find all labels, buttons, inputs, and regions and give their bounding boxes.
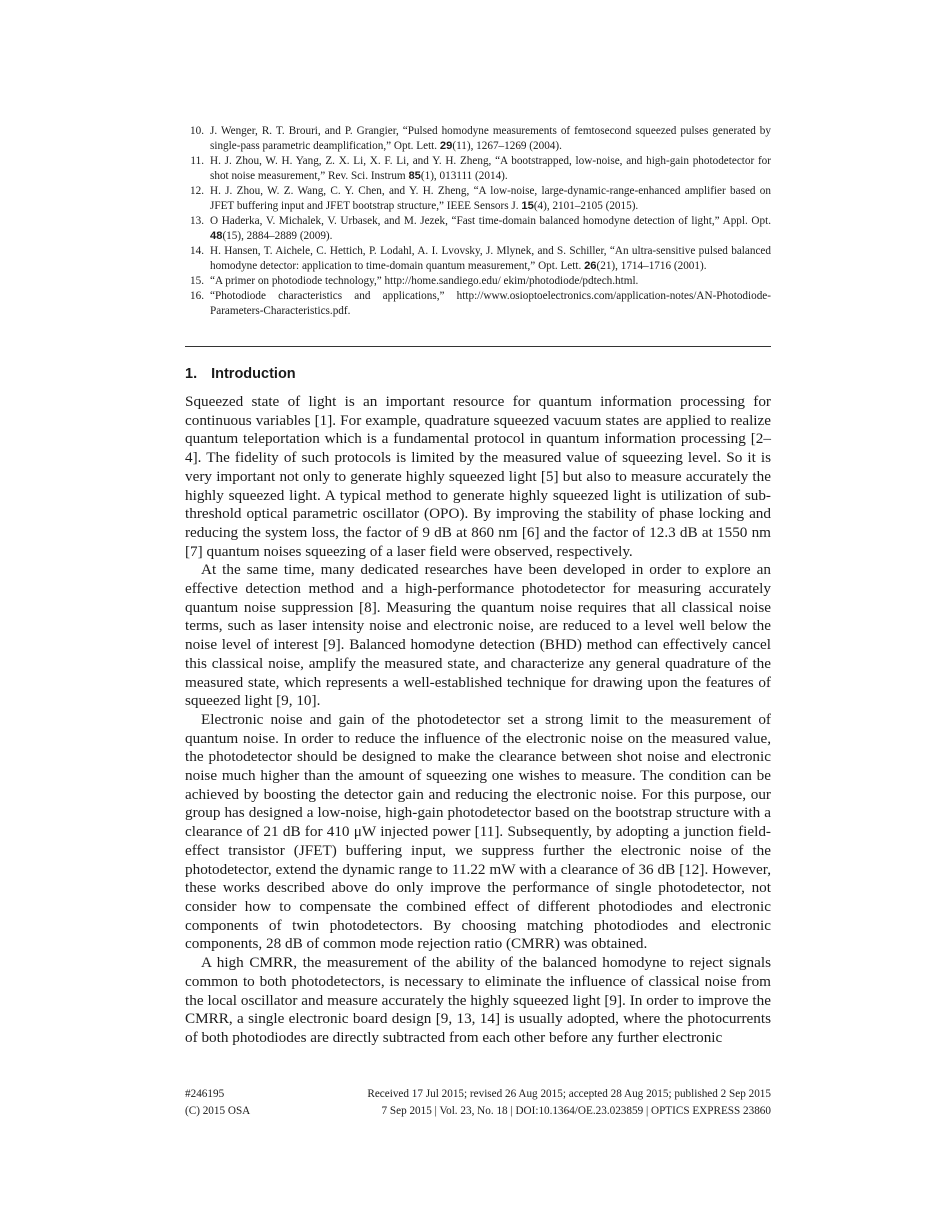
reference-text: H. J. Zhou, W. Z. Wang, C. Y. Chen, and Y. H. Zheng, “A low-noise, large-dynamic-range-enhanced amplifier based on JFET buffering input and JFET bootstrap structure,” IEEE Sensors J. 15(4), 2101–2105 (2015). (210, 185, 771, 212)
reference-item (185, 184, 771, 214)
body-text (185, 393, 771, 1048)
page-footer (185, 1086, 771, 1120)
paragraph: Squeezed state of light is an important resource for quantum information processing for continuous variables [1]. For example, quadrature squeezed vacuum states are applied to realize quantum teleportation which is a fundamental protocol in quantum information processing [2–4]. The fidelity of such protocols is limited by the measured value of squeezing level. So it is very important not only to generate highly squeezed light [5] but also to measure accurately the highly squeezed light. A typical method to generate highly squeezed light is utilization of sub-threshold optical parametric oscillator (OPO). By improving the stability of phase locking and reducing the system loss, the factor of 9 dB at 860 nm [6] and the factor of 12.3 dB at 1550 nm [7] quantum noises squeezing of a laser field were observed, respectively. (185, 393, 771, 560)
paragraph: Electronic noise and gain of the photodetector set a strong limit to the measurement of quantum noise. In order to reduce the influence of the electronic noise on the measured value, the photodetector should be designed to make the clearance between shot noise and electronic noise much higher than the amount of squeezing one wishes to measure. The condition can be achieved by boosting the detector gain and reducing the electronic noise. For this purpose, our group has designed a low-noise, high-gain photodetector based on the bootstrap structure with a clearance of 21 dB for 410 μW injected power [11]. Subsequently, by adopting a junction field-effect transistor (JFET) buffering input, we suppress further the electronic noise of the photodetector, extend the dynamic range to 11.22 mW with a clearance of 36 dB [12]. However, these works described above do only improve the performance of single photodetector, not consider how to compensate the combined effect of different photodiodes and electronic components of twin photodetectors. By choosing matching photodiodes and electronic components, 28 dB of common mode rejection ratio (CMRR) was obtained. (185, 710, 771, 953)
publication-history: Received 17 Jul 2015; revised 26 Aug 2015; accepted 28 Aug 2015; published 2 Sep 2015 (367, 1088, 771, 1100)
reference-text (210, 274, 771, 289)
reference-item (185, 154, 771, 184)
copyright: (C) 2015 OSA (185, 1105, 251, 1117)
reference-number: 16. (190, 290, 204, 302)
reference-text: H. J. Zhou, W. H. Yang, Z. X. Li, X. F. Li, and Y. H. Zheng, “A bootstrapped, low-noise, and high-gain photodetector for shot noise measurement,” Rev. Sci. Instrum 85(1), 013111 (2014). (210, 155, 771, 182)
reference-volume: 15 (521, 200, 534, 212)
reference-number: 10. (190, 125, 204, 137)
article-id: #246195 (185, 1088, 225, 1100)
section-divider (185, 346, 771, 347)
paragraph: A high CMRR, the measurement of the ability of the balanced homodyne to reject signals common to both photodetectors, is necessary to eliminate the influence of classical noise from the local oscillator and measure accurately the highly squeezed light [9]. In order to improve the CMRR, a single electronic board design [9, 13, 14] is usually adopted, where the photocurrents of both photodiodes are directly subtracted from each other before any further electronic (185, 954, 771, 1046)
paragraph: At the same time, many dedicated researches have been developed in order to explore an effective detection method and a high-performance photodetector for measuring accurately quantum noise suppression [8]. Measuring the quantum noise requires that all classical noise terms, such as laser intensity noise and electronic noise, are reduced to a level well below the noise level of interest [9]. Balanced homodyne detection (BHD) method can effectively cancel this classical noise, amplify the measured state, and characterize any general quadrature of the measured state, which represents a well-established technique for drawing upon the features of squeezed light [9, 10]. (185, 561, 771, 710)
reference-volume: 85 (408, 170, 421, 182)
reference-number: 11. (190, 155, 204, 167)
section-number: 1. (185, 366, 198, 382)
reference-volume: 26 (584, 260, 597, 272)
reference-item (185, 244, 771, 274)
reference-number: 15. (190, 275, 204, 287)
reference-item (185, 289, 771, 319)
reference-text: J. Wenger, R. T. Brouri, and P. Grangier, “Pulsed homodyne measurements of femtosecond squeezed pulses generated by single-pass parametric deamplification,” Opt. Lett. 29(11), 1267–1269 (2004). (210, 125, 771, 152)
reference-number: 13. (190, 215, 204, 227)
reference-item (185, 124, 771, 154)
reference-number: 14. (190, 245, 204, 257)
reference-text: O Haderka, V. Michalek, V. Urbasek, and M. Jezek, “Fast time-domain balanced homodyne detection of light,” Appl. Opt. 48(15), 2884–2889 (2009). (210, 215, 771, 242)
section-heading (185, 366, 296, 382)
journal-citation: 7 Sep 2015 | Vol. 23, No. 18 | DOI:10.1364/OE.23.023859 | OPTICS EXPRESS 23860 (381, 1105, 771, 1117)
reference-link[interactable]: “A primer on photodiode technology,” http://home.sandiego.edu/ ekim/photodiode/pdtech.html. (210, 275, 639, 287)
reference-number: 12. (190, 185, 204, 197)
reference-item (185, 214, 771, 244)
reference-text: H. Hansen, T. Aichele, C. Hettich, P. Lodahl, A. I. Lvovsky, J. Mlynek, and S. Schiller, “An ultra-sensitive pulsed balanced homodyne detector: application to time-domain quantum measurement,” Opt. Lett. 26(21), 1714–1716 (2001). (210, 245, 771, 272)
reference-link[interactable]: “Photodiode characteristics and applications,” http://www.osioptoelectronics.com/application-notes/AN-Photodiode-Parameters-Characteristics.pdf. (210, 290, 771, 317)
reference-text (210, 289, 771, 319)
section-title: Introduction (211, 366, 296, 382)
reference-volume: 48 (210, 230, 223, 242)
reference-list (185, 124, 771, 319)
reference-item (185, 274, 771, 289)
reference-volume: 29 (439, 140, 453, 152)
